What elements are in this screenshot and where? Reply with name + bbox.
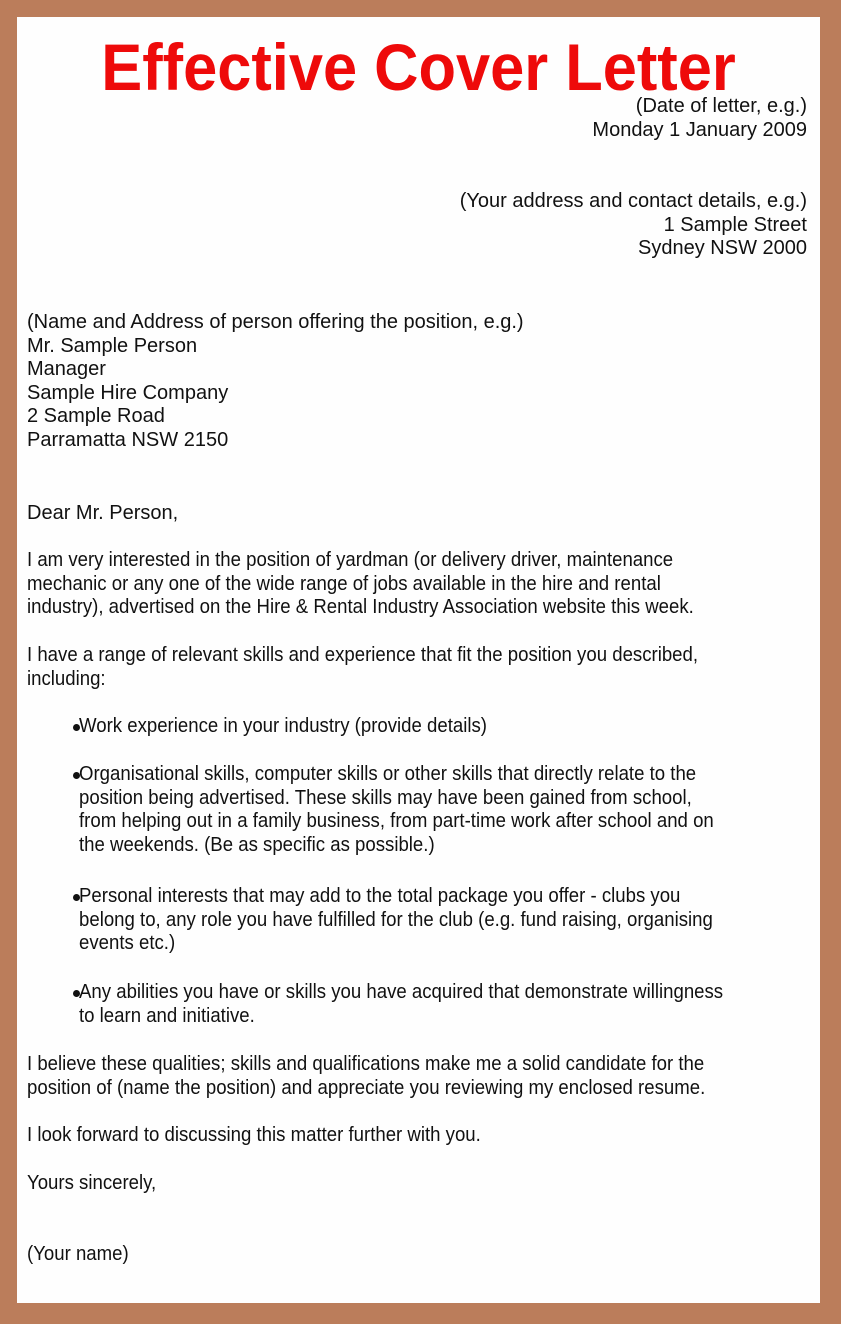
sender-city: Sydney NSW 2000 [638,237,807,260]
paragraph-closing-remark [27,1124,762,1148]
paragraph-line: including: [27,667,106,690]
paragraph-line: I look forward to discussing this matter further with you. [27,1124,481,1146]
bullet-line: Work experience in your industry (provide details) [79,715,488,737]
sender-street: 1 Sample Street [663,213,807,236]
sender-hint: (Your address and contact details, e.g.) [459,190,807,212]
signature: (Your name) [27,1243,129,1265]
recipient-company: Sample Hire Company [27,381,229,404]
recipient-name: Mr. Sample Person [27,334,198,357]
paragraph-line: mechanic or any one of the wide range of jobs available in the hire and rental [27,572,661,595]
bullet-line: to learn and initiative. [79,1004,255,1027]
bullet-line: events etc.) [79,932,176,955]
recipient-hint: (Name and Address of person offering the position, e.g.) [27,311,524,333]
letter-page [17,17,820,1303]
paragraph-skills-intro [27,644,762,691]
bullet-line: belong to, any role you have fulfilled for the club (e.g. fund raising, organising [79,908,713,931]
salutation: Dear Mr. Person, [27,502,179,524]
paragraph-interest [27,549,762,620]
paragraph-line: I am very interested in the position of yardman (or delivery driver, maintenance [27,549,674,571]
recipient-street: 2 Sample Road [27,405,165,428]
closing: Yours sincerely, [27,1172,157,1194]
paragraph-line: I believe these qualities; skills and qualifications make me a solid candidate for the [27,1053,705,1075]
recipient-city: Parramatta NSW 2150 [27,428,229,451]
paragraph-line: industry), advertised on the Hire & Rental Industry Association website this week. [27,596,694,619]
recipient-title: Manager [27,358,106,381]
bullet-line: from helping out in a family business, from part-time work after school and on [79,810,714,833]
bullet-line: the weekends. (Be as specific as possible.) [79,833,435,856]
paragraph-line: position of (name the position) and appreciate you reviewing my enclosed resume. [27,1076,706,1099]
letter-date: Monday 1 January 2009 [592,118,807,141]
date-hint: (Date of letter, e.g.) [635,95,807,117]
date-block [592,95,807,142]
bullet-line: Organisational skills, computer skills or other skills that directly relate to the [79,763,697,785]
bullet-line: Any abilities you have or skills you have acquired that demonstrate willingness [79,981,724,1003]
paragraph-qualities [27,1053,762,1100]
recipient-address-block [27,311,524,453]
bullet-line: position being advertised. These skills may have been gained from school, [79,786,692,809]
paragraph-line: I have a range of relevant skills and experience that fit the position you described, [27,644,699,666]
page-title: Effective Cover Letter [101,30,736,104]
sender-address-block [460,190,807,261]
bullet-line: Personal interests that may add to the total package you offer - clubs you [79,885,681,907]
